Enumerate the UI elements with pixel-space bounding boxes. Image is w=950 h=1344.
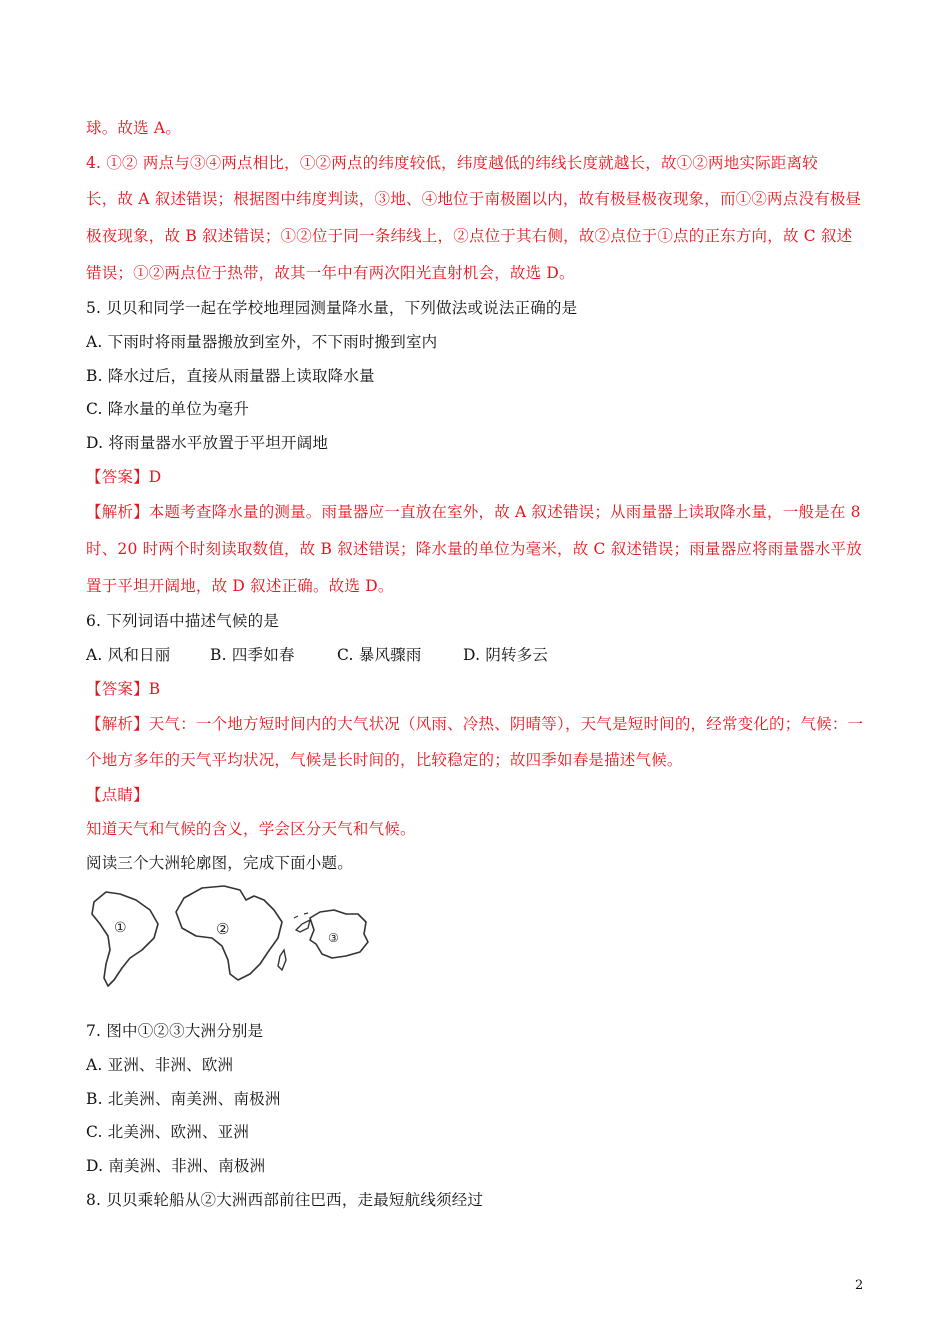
madagascar-outline — [278, 950, 286, 970]
q4-line-4: 错误；①②两点位于热带，故其一年中有两次阳光直射机会，故选 D。 — [86, 264, 575, 282]
q8-stem: 8. 贝贝乘轮船从②大洲西部前往巴西，走最短航线须经过 — [86, 1191, 484, 1209]
figure-label-3: ③ — [328, 931, 339, 945]
q5-answer: 【答案】D — [86, 468, 162, 486]
q5-option-a: A. 下雨时将雨量器搬放到室外，不下雨时搬到室内 — [86, 333, 438, 351]
q5-analysis-line-2: 时、20 时两个时刻读取数值，故 B 叙述错误；降水量的单位为毫米，故 C 叙述错误；雨量器应将雨量器水平放 — [86, 540, 862, 558]
q4-line-2: 长，故 A 叙述错误；根据图中纬度判读，③地、④地位于南极圈以内，故有极昼极夜现象，而①②两点没有极昼 — [86, 190, 862, 208]
q6-stem: 6. 下列词语中描述气候的是 — [86, 612, 280, 630]
q6-option-c: C. 暴风骤雨 — [337, 646, 422, 664]
q6-options — [86, 645, 548, 665]
q5-stem: 5. 贝贝和同学一起在学校地理园测量降水量，下列做法或说法正确的是 — [86, 299, 578, 317]
q7-stem: 7. 图中①②③大洲分别是 — [86, 1022, 264, 1040]
q6-analysis-line-1: 【解析】天气：一个地方短时间内的大气状况（风雨、冷热、阴晴等），天气是短时间的，经常变化的；气候：一 — [86, 715, 864, 733]
q6-option-d: D. 阴转多云 — [463, 646, 549, 664]
q5-option-c: C. 降水量的单位为毫升 — [86, 400, 250, 418]
q4-line-3: 极夜现象，故 B 叙述错误；①②位于同一条纬线上，②点位于其右侧，故②点位于①点的正东方向，故 C 叙述 — [86, 227, 853, 245]
q6-tip-heading: 【点睛】 — [86, 786, 149, 804]
q5-analysis-line-1: 【解析】本题考查降水量的测量。雨量器应一直放在室外，故 A 叙述错误；从雨量器上读取降水量，一般是在 8 — [86, 503, 861, 521]
q7-option-a: A. 亚洲、非洲、欧洲 — [86, 1056, 234, 1074]
figure-label-1: ① — [114, 920, 127, 936]
q6-option-b: B. 四季如春 — [210, 646, 295, 664]
continent-3-outline — [310, 910, 368, 958]
q7-option-d: D. 南美洲、非洲、南极洲 — [86, 1157, 266, 1175]
q5-analysis-line-3: 置于平坦开阔地，故 D 叙述正确。故选 D。 — [86, 577, 394, 595]
q6-option-a: A. 风和日丽 — [86, 646, 171, 664]
figure-intro: 阅读三个大洲轮廓图，完成下面小题。 — [86, 854, 353, 872]
figure-label-2: ② — [216, 920, 230, 938]
q3-tail: 球。故选 A。 — [86, 119, 182, 137]
q4-line-1: 4. ①② 两点与③④两点相比，①②两点的纬度较低，纬度越低的纬线长度就越长，故①②两地实际距离较 — [86, 154, 818, 172]
q6-answer: 【答案】B — [86, 680, 161, 698]
continent-1-outline — [92, 892, 158, 986]
q6-analysis-line-2: 个地方多年的天气平均状况，气候是长时间的，比较稳定的；故四季如春是描述气候。 — [86, 751, 683, 769]
q7-option-b: B. 北美洲、南美洲、南极洲 — [86, 1090, 281, 1108]
antarctic-peninsula-outline — [296, 920, 310, 932]
q5-option-d: D. 将雨量器水平放置于平坦开阔地 — [86, 434, 329, 452]
page-number: 2 — [855, 1278, 864, 1293]
q7-option-c: C. 北美洲、欧洲、亚洲 — [86, 1123, 250, 1141]
continents-outline-figure — [84, 880, 374, 990]
q5-option-b: B. 降水过后，直接从雨量器上读取降水量 — [86, 367, 375, 385]
q6-tip-text: 知道天气和气候的含义，学会区分天气和气候。 — [86, 820, 416, 838]
antarctic-islands — [294, 913, 308, 918]
